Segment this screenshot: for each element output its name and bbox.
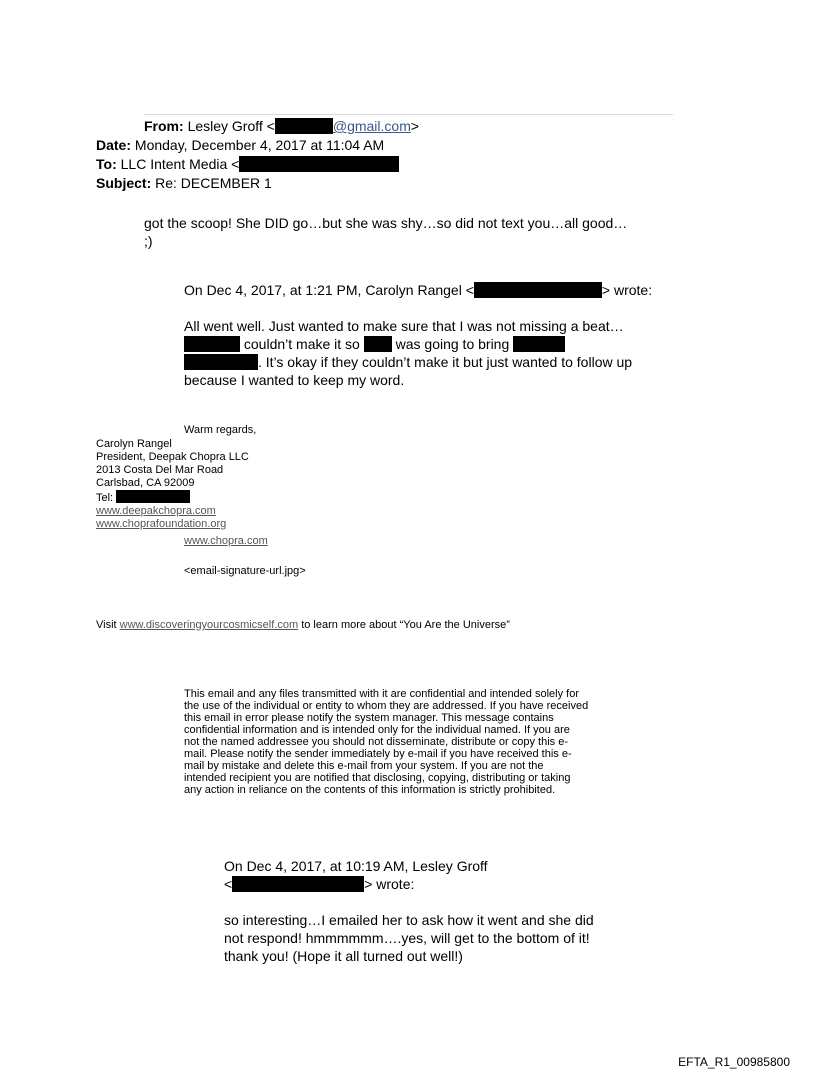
from-email-domain[interactable]: @gmail.com [332,118,411,134]
disclaimer-line: mail. Please notify the sender immediately by e-mail if you have received this e- [184,748,572,760]
signature-city: Carlsbad, CA 92009 [96,477,195,489]
redaction [275,118,333,134]
redaction [184,354,258,370]
disclaimer-line: not the named addressee you should not disseminate, distribute or copy this e- [184,736,569,748]
quote-line [184,335,632,353]
redaction [364,336,392,352]
chopra-link-row [184,535,268,548]
deepakchopra-link[interactable]: www.deepakchopra.com [96,505,216,517]
subject-value: Re: DECEMBER 1 [155,175,272,191]
quote2-intro-line: On Dec 4, 2017, at 10:19 AM, Lesley Groff [224,858,488,874]
tel-label: Tel: [96,492,114,504]
chopra-link[interactable]: www.chopra.com [184,535,268,547]
to-label: To: [96,156,117,172]
visit-prefix: Visit [96,619,120,631]
header-divider [144,114,673,115]
quote2-line: thank you! (Hope it all turned out well!) [224,948,463,964]
redaction [513,336,565,352]
quote-intro-suffix: > wrote: [601,282,653,298]
from-line [144,117,419,135]
redaction [116,490,190,503]
quote-line [184,353,632,371]
disclaimer-line: mail by mistake and delete this e-mail from your system. If you are not the [184,760,544,772]
redaction [232,876,364,892]
quote-text: couldn’t make it so [243,336,360,352]
disclaimer-line: the use of the individual or entity to whom they are addressed. If you have received [184,700,589,712]
disclaimer-line: this email in error please notify the system manager. This message contains [184,712,554,724]
date-label: Date: [96,137,132,153]
redaction [239,156,399,172]
quote2-line: not respond! hmmmmmm….yes, will get to the bottom of it! [224,930,590,946]
redaction [474,282,602,298]
quote2-suffix: > wrote: [364,876,415,892]
disclaimer-line: intended recipient you are notified that disclosing, copying, distributing or taking [184,772,571,784]
signature-name: Carolyn Rangel [96,438,172,450]
subject-line [96,174,272,192]
from-name: Lesley Groff < [187,118,275,134]
to-value: LLC Intent Media < [120,156,240,172]
choprafoundation-link[interactable]: www.choprafoundation.org [96,518,227,530]
signature-tel [96,490,249,505]
disclaimer-line: confidential information and is intended only for the individual named. If you are [184,724,570,736]
quote-line: All went well. Just wanted to make sure that I was not missing a beat… [184,318,624,334]
reply-body [144,214,627,250]
quote2-body [224,911,594,965]
signature-image-ref: <email-signature-url.jpg> [184,565,306,577]
signature-regards: Warm regards, [184,424,257,436]
visit-suffix: to learn more about “You Are the Universe” [298,619,510,631]
confidentiality-disclaimer [184,688,588,796]
signature-title: President, Deepak Chopra LLC [96,451,249,463]
quote-body [184,317,632,389]
quote-intro-text: On Dec 4, 2017, at 1:21 PM, Carolyn Rangel < [184,282,474,298]
quote-intro [184,281,652,299]
reply-line: ;) [144,233,153,249]
date-value: Monday, December 4, 2017 at 11:04 AM [134,137,385,153]
document-id: EFTA_R1_00985800 [678,1055,790,1069]
quote-line: because I wanted to keep my word. [184,372,405,388]
quote2-prefix: < [224,876,233,892]
to-line [96,155,399,173]
from-close: > [410,118,420,134]
date-line [96,136,384,154]
quote-text: was going to bring [395,336,510,352]
cosmicself-link[interactable]: www.discoveringyourcosmicself.com [119,619,299,631]
redaction [184,336,240,352]
quote2-intro [224,857,488,893]
subject-label: Subject: [96,175,152,191]
signature-block [96,438,249,531]
quote2-line: so interesting…I emailed her to ask how it went and she did [224,912,594,928]
reply-line: got the scoop! She DID go…but she was shy…so did not text you…all good… [144,215,628,231]
signature-address: 2013 Costa Del Mar Road [96,464,224,476]
visit-line [96,619,510,632]
quote2-intro-line [224,875,488,893]
quote-text: . It’s okay if they couldn’t make it but just wanted to follow up [258,354,633,370]
disclaimer-line: This email and any files transmitted with it are confidential and intended solely for [184,688,579,700]
disclaimer-line: any action in reliance on the contents of this information is strictly prohibited. [184,784,556,796]
from-label: From: [144,118,184,134]
